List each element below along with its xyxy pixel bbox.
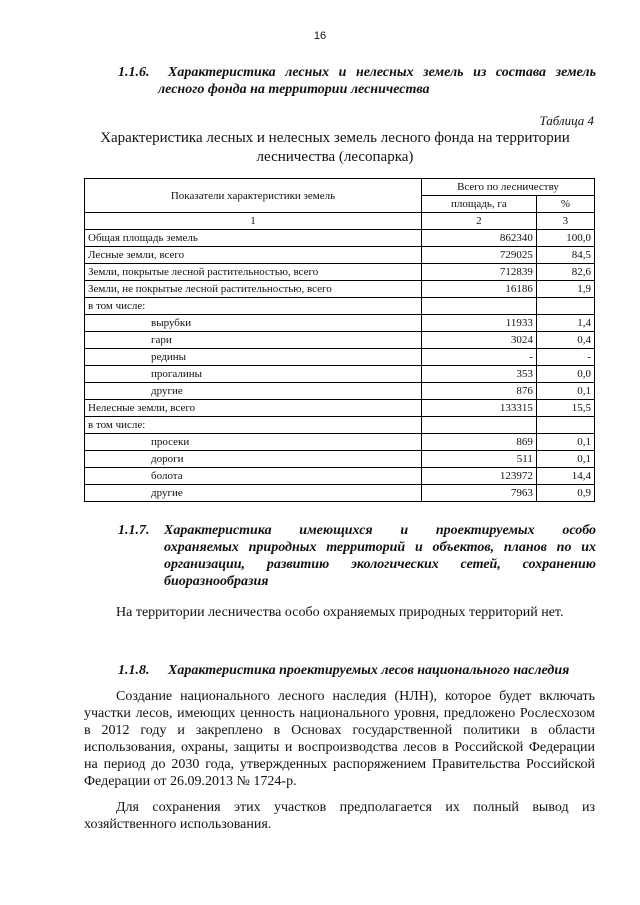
heading-line: биоразнообразия <box>164 574 269 589</box>
row-area: 876 <box>422 383 537 400</box>
row-area <box>422 417 537 434</box>
row-area: 3024 <box>422 332 537 349</box>
table-row <box>85 315 595 332</box>
row-area: 11933 <box>422 315 537 332</box>
row-area <box>422 298 537 315</box>
row-area: 353 <box>422 366 537 383</box>
row-percent: 82,6 <box>536 264 594 281</box>
row-name: гари <box>85 332 422 349</box>
section-number: 1.1.7. <box>118 523 150 538</box>
row-percent: - <box>536 349 594 366</box>
row-area: 16186 <box>422 281 537 298</box>
table-row <box>85 383 595 400</box>
row-percent: 1,9 <box>536 281 594 298</box>
row-area: 862340 <box>422 230 537 247</box>
header-area: площадь, га <box>422 196 537 213</box>
heading-line: охраняемых природных территорий и объектов, планов по их <box>164 540 596 555</box>
paragraph: Для сохранения этих участков предполагается их полный вывод из хозяйственного использования. <box>84 800 595 832</box>
section-1-1-7-heading <box>118 522 596 590</box>
section-number: 1.1.6. <box>118 65 150 80</box>
header-total: Всего по лесничеству <box>422 179 595 196</box>
table-row <box>85 451 595 468</box>
row-name: другие <box>85 383 422 400</box>
row-percent: 0,4 <box>536 332 594 349</box>
heading-line: Характеристика лесных и нелесных земель из состава земель <box>168 65 596 80</box>
table-caption: Характеристика лесных и нелесных земель лесного фонда на территории лесничества (лесопарка) <box>100 130 570 165</box>
section-number: 1.1.8. <box>118 663 150 678</box>
table-row <box>85 434 595 451</box>
row-name: в том числе: <box>85 298 422 315</box>
row-area: 511 <box>422 451 537 468</box>
row-percent: 15,5 <box>536 400 594 417</box>
paragraph: На территории лесничества особо охраняемых природных территорий нет. <box>116 605 564 620</box>
land-characteristics-table <box>84 178 595 502</box>
paragraph: Создание национального лесного наследия (НЛН), которое будет включать участки лесов, имеющих ценность национального уровня, предложено Рослесхозом в 2012 году и закреплено в Основах государственной политики в области использования, охраны, защиты и воспроизводства лесов в Российской Федерации на период до 2030 года, утвержденных распоряжением Правительства Российской Федерации от 26.09.2013 № 1724-р. <box>84 689 595 789</box>
table-label: Таблица 4 <box>539 113 594 128</box>
table-row <box>85 468 595 485</box>
row-percent: 14,4 <box>536 468 594 485</box>
heading-line: лесного фонда на территории лесничества <box>158 82 430 97</box>
row-percent <box>536 417 594 434</box>
table-row <box>85 230 595 247</box>
table-row <box>85 400 595 417</box>
row-percent: 0,9 <box>536 485 594 502</box>
row-name: дороги <box>85 451 422 468</box>
row-area: 729025 <box>422 247 537 264</box>
table-row <box>85 349 595 366</box>
header-percent: % <box>536 196 594 213</box>
column-number: 1 <box>85 213 422 230</box>
row-percent: 0,1 <box>536 383 594 400</box>
row-name: прогалины <box>85 366 422 383</box>
column-number: 3 <box>536 213 594 230</box>
row-percent: 1,4 <box>536 315 594 332</box>
row-name: просеки <box>85 434 422 451</box>
row-area: - <box>422 349 537 366</box>
table-row <box>85 417 595 434</box>
row-name: вырубки <box>85 315 422 332</box>
row-name: болота <box>85 468 422 485</box>
section-1-1-8-heading <box>118 662 596 679</box>
table-row <box>85 366 595 383</box>
header-indicator: Показатели характеристики земель <box>85 179 422 213</box>
page-number: 16 <box>313 30 327 42</box>
row-area: 712839 <box>422 264 537 281</box>
table-row <box>85 298 595 315</box>
row-name: Лесные земли, всего <box>85 247 422 264</box>
heading-line: Характеристика имеющихся и проектируемых особо <box>164 523 596 538</box>
row-name: редины <box>85 349 422 366</box>
row-percent: 0,1 <box>536 434 594 451</box>
row-name: Общая площадь земель <box>85 230 422 247</box>
heading-line: организации, развитию экологических сетей, сохранению <box>164 557 596 572</box>
table-row <box>85 485 595 502</box>
table-row <box>85 332 595 349</box>
row-area: 123972 <box>422 468 537 485</box>
row-percent: 100,0 <box>536 230 594 247</box>
row-name: Земли, покрытые лесной растительностью, всего <box>85 264 422 281</box>
row-area: 869 <box>422 434 537 451</box>
heading-line: Характеристика проектируемых лесов национального наследия <box>168 663 570 678</box>
row-percent: 84,5 <box>536 247 594 264</box>
row-percent: 0,1 <box>536 451 594 468</box>
table-row <box>85 264 595 281</box>
column-number: 2 <box>422 213 537 230</box>
section-1-1-6-heading <box>118 64 596 98</box>
row-name: Земли, не покрытые лесной растительностью, всего <box>85 281 422 298</box>
row-percent <box>536 298 594 315</box>
table-row <box>85 281 595 298</box>
row-percent: 0,0 <box>536 366 594 383</box>
row-name: в том числе: <box>85 417 422 434</box>
row-area: 7963 <box>422 485 537 502</box>
row-area: 133315 <box>422 400 537 417</box>
row-name: Нелесные земли, всего <box>85 400 422 417</box>
table-row <box>85 247 595 264</box>
row-name: другие <box>85 485 422 502</box>
